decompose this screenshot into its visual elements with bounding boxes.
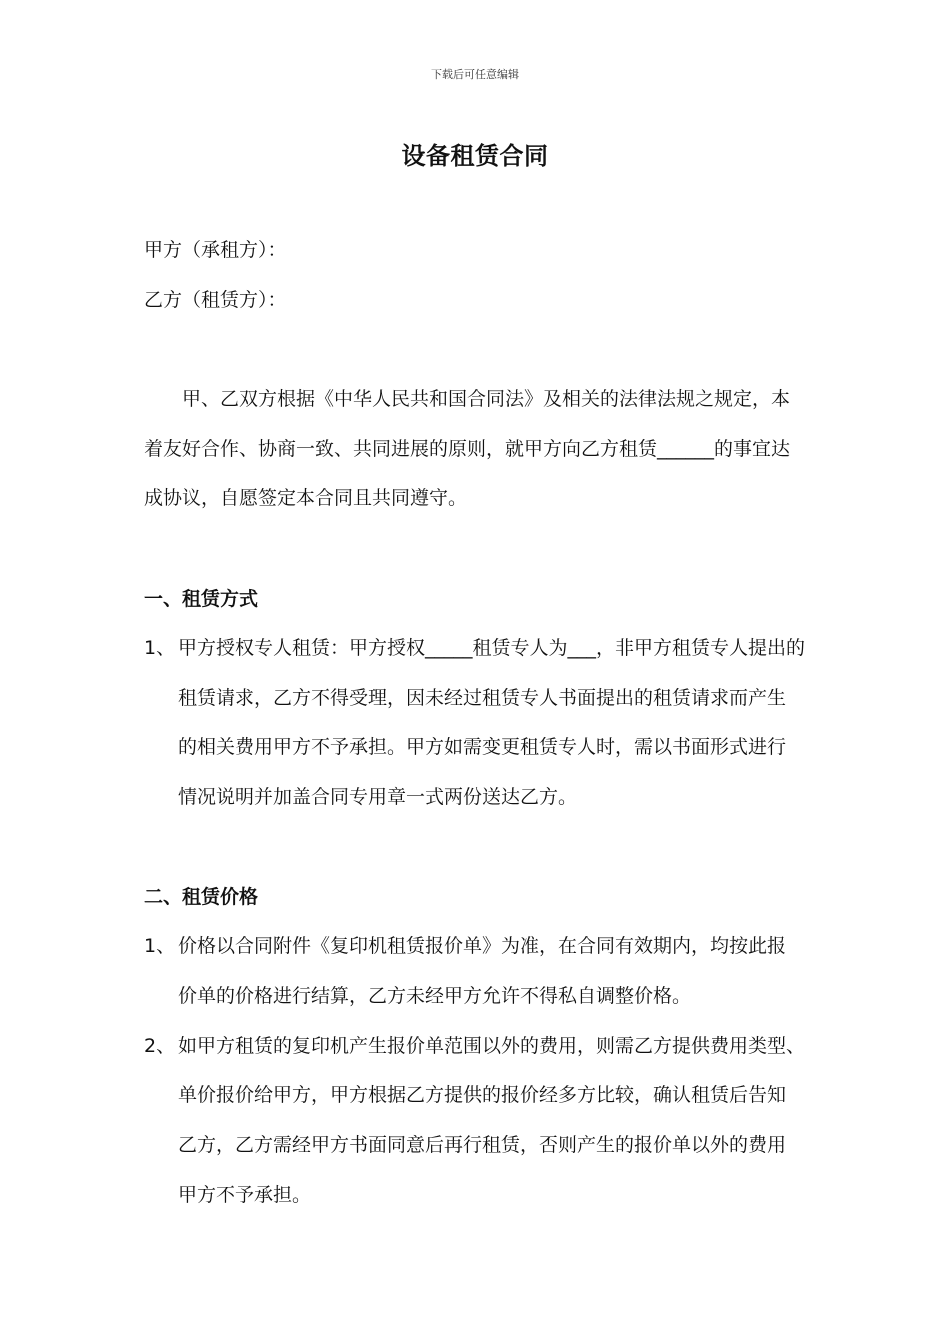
section-2-item-2-line-3: 乙方，乙方需经甲方书面同意后再行租赁，否则产生的报价单以外的费用 — [178, 1134, 787, 1156]
party-a-line: 甲方（承租方）： — [144, 239, 287, 261]
section-2-item-1-line-2: 价单的价格进行结算，乙方未经甲方允许不得私自调整价格。 — [178, 985, 692, 1007]
intro-line-3: 成协议，自愿签定本合同且共同遵守。 — [144, 487, 468, 509]
section-1-item-1-line-1: 甲方授权专人租赁：甲方授权_____租赁专人为___，非甲方租赁专人提出的 — [178, 637, 806, 659]
section-heading-2: 二、租赁价格 — [144, 886, 259, 908]
document-title: 设备租赁合同 — [401, 142, 549, 170]
intro-line-2: 着友好合作、协商一致、共同进展的原则，就甲方向乙方租赁______的事宜达 — [144, 438, 791, 460]
section-heading-1: 一、租赁方式 — [144, 588, 259, 610]
section-1-item-1-line-3: 的相关费用甲方不予承担。甲方如需变更租赁专人时，需以书面形式进行 — [178, 736, 787, 758]
intro-line-1: 甲、乙双方根据《中华人民共和国合同法》及相关的法律法规之规定，本 — [182, 388, 791, 410]
section-1-item-1-line-2: 租赁请求，乙方不得受理，因未经过租赁专人书面提出的租赁请求而产生 — [178, 687, 787, 709]
header-note: 下载后可任意编辑 — [431, 68, 519, 81]
section-2-item-2-line-4: 甲方不予承担。 — [178, 1184, 312, 1206]
section-2-item-1-line-1: 价格以合同附件《复印机租赁报价单》为准，在合同有效期内，均按此报 — [178, 935, 787, 957]
section-2-item-2-line-1: 如甲方租赁的复印机产生报价单范围以外的费用，则需乙方提供费用类型、 — [178, 1035, 806, 1057]
section-1-item-1-line-4: 情况说明并加盖合同专用章一式两份送达乙方。 — [178, 786, 578, 808]
party-b-line: 乙方（租赁方）： — [144, 289, 287, 311]
section-2-item-2-number: 2、 — [144, 1035, 176, 1057]
section-1-item-1-number: 1、 — [144, 637, 176, 659]
section-2-item-1-number: 1、 — [144, 935, 176, 957]
section-2-item-2-line-2: 单价报价给甲方，甲方根据乙方提供的报价经多方比较，确认租赁后告知 — [178, 1084, 787, 1106]
